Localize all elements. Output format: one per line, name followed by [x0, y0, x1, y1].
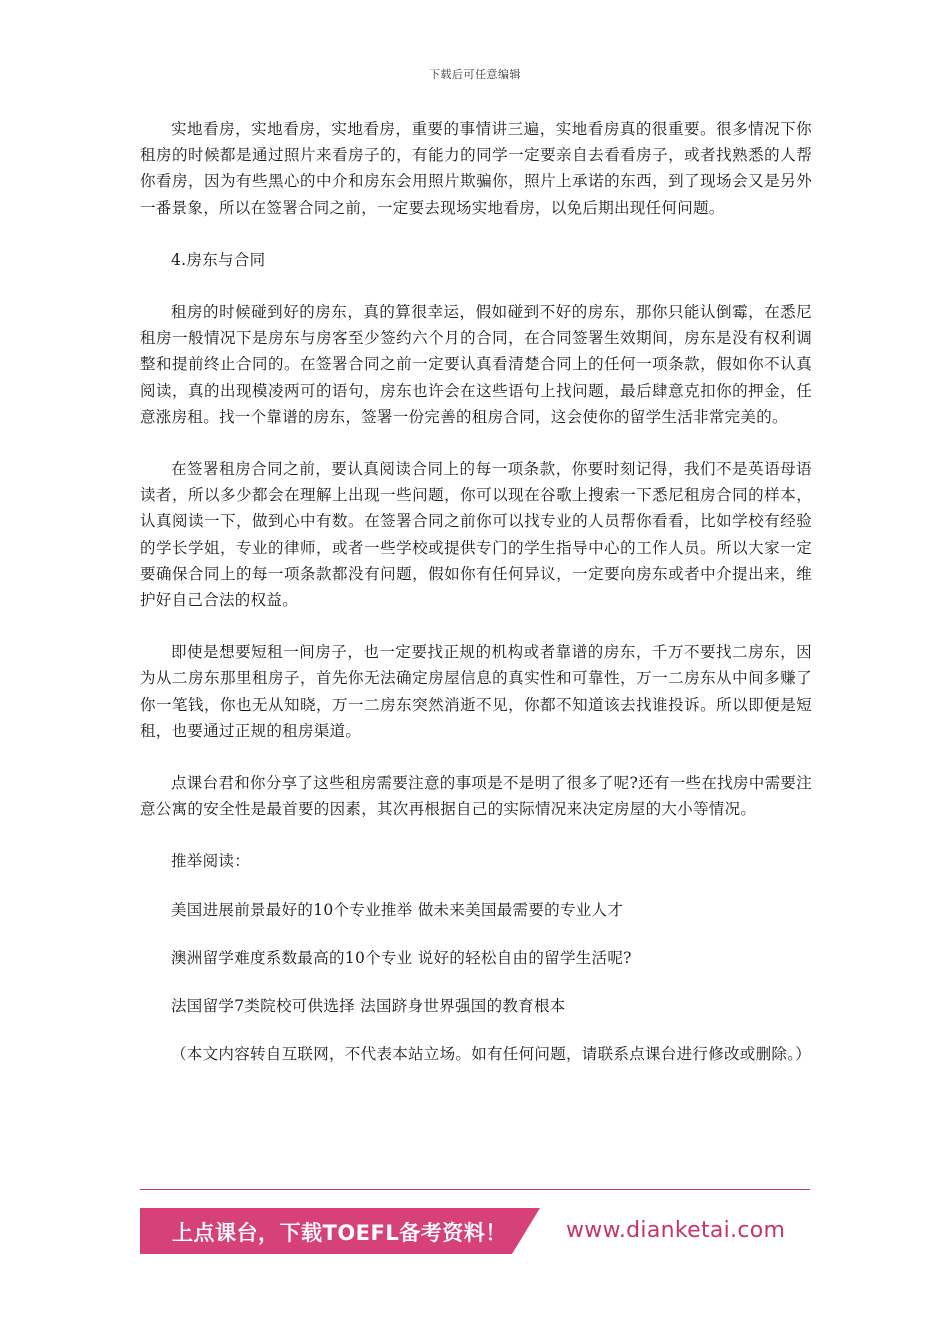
- banner-slogan: 上点课台，下载TOEFL备考资料！: [172, 1221, 507, 1245]
- paragraph-landlord: 租房的时候碰到好的房东，真的算很幸运，假如碰到不好的房东，那你只能认倒霉，在悉尼租房一般情况下是房东与房客至少签约六个月的合同，在合同签署生效期间，房东是没有权利调整和提前终止合同的。在签署合同之前一定要认真看清楚合同上的任何一项条款，假如你不认真阅读，真的出现模凌两可的语句，房东也许会在这些语句上找问题，最后肆意克扣你的押金，任意涨房租。找一个靠谱的房东，签署一份完善的租房合同，这会使你的留学生活非常完美的。: [140, 303, 812, 426]
- recommended-link-3[interactable]: 法国留学7类院校可供选择 法国跻身世界强国的教育根本: [171, 997, 566, 1016]
- article-body: [140, 116, 812, 1093]
- footer-divider: [140, 1189, 810, 1190]
- section-heading: 4.房东与合同: [171, 250, 266, 269]
- page-header: 下载后可任意编辑: [429, 68, 521, 81]
- banner-url-link[interactable]: www.dianketai.com: [566, 1218, 786, 1243]
- paragraph-short-term: 即使是想要短租一间房子，也一定要找正规的机构或者靠谱的房东，千万不要找二房东，因为从二房东那里租房子，首先你无法确定房屋信息的真实性和可靠性，万一二房东从中间多赚了你一笔钱，你也无从知晓，万一二房东突然消逝不见，你都不知道该去找谁投诉。所以即便是短租，也要通过正规的租房渠道。: [140, 643, 812, 740]
- recommended-link-1[interactable]: 美国进展前景最好的10个专业推举 做未来美国最需要的专业人才: [171, 900, 624, 919]
- recommended-reading-label: 推举阅读：: [171, 852, 251, 871]
- paragraph-contract: 在签署租房合同之前，要认真阅读合同上的每一项条款，你要时刻记得，我们不是英语母语读者，所以多少都会在理解上出现一些问题，你可以现在谷歌上搜索一下悉尼租房合同的样本，认真阅读一下，做到心中有数。在签署合同之前你可以找专业的人员帮你看看，比如学校有经验的学长学姐，专业的律师，或者一些学校或提供专门的学生指导中心的工作人员。所以大家一定要确保合同上的每一项条款都没有问题，假如你有任何异议，一定要向房东或者中介提出来，维护好自己合法的权益。: [140, 460, 812, 610]
- paragraph-summary: 点课台君和你分享了这些租房需要注意的事项是不是明了很多了呢?还有一些在找房中需要注意公寓的安全性是最首要的因素，其次再根据自己的实际情况来决定房屋的大小等情况。: [140, 774, 812, 819]
- paragraph-site-visit: 实地看房，实地看房，实地看房，重要的事情讲三遍，实地看房真的很重要。很多情况下你租房的时候都是通过照片来看房子的，有能力的同学一定要亲自去看看房子，或者找熟悉的人帮你看房，因为有些黑心的中介和房东会用照片欺骗你，照片上承诺的东西，到了现场会又是另外一番景象，所以在签署合同之前，一定要去现场实地看房，以免后期出现任何问题。: [140, 120, 812, 217]
- disclaimer: （本文内容转自互联网，不代表本站立场。如有任何问题，请联系点课台进行修改或删除。）: [171, 1045, 812, 1064]
- footer-banner[interactable]: [140, 1208, 810, 1254]
- recommended-link-2[interactable]: 澳洲留学难度系数最高的10个专业 说好的轻松自由的留学生活呢?: [171, 948, 632, 967]
